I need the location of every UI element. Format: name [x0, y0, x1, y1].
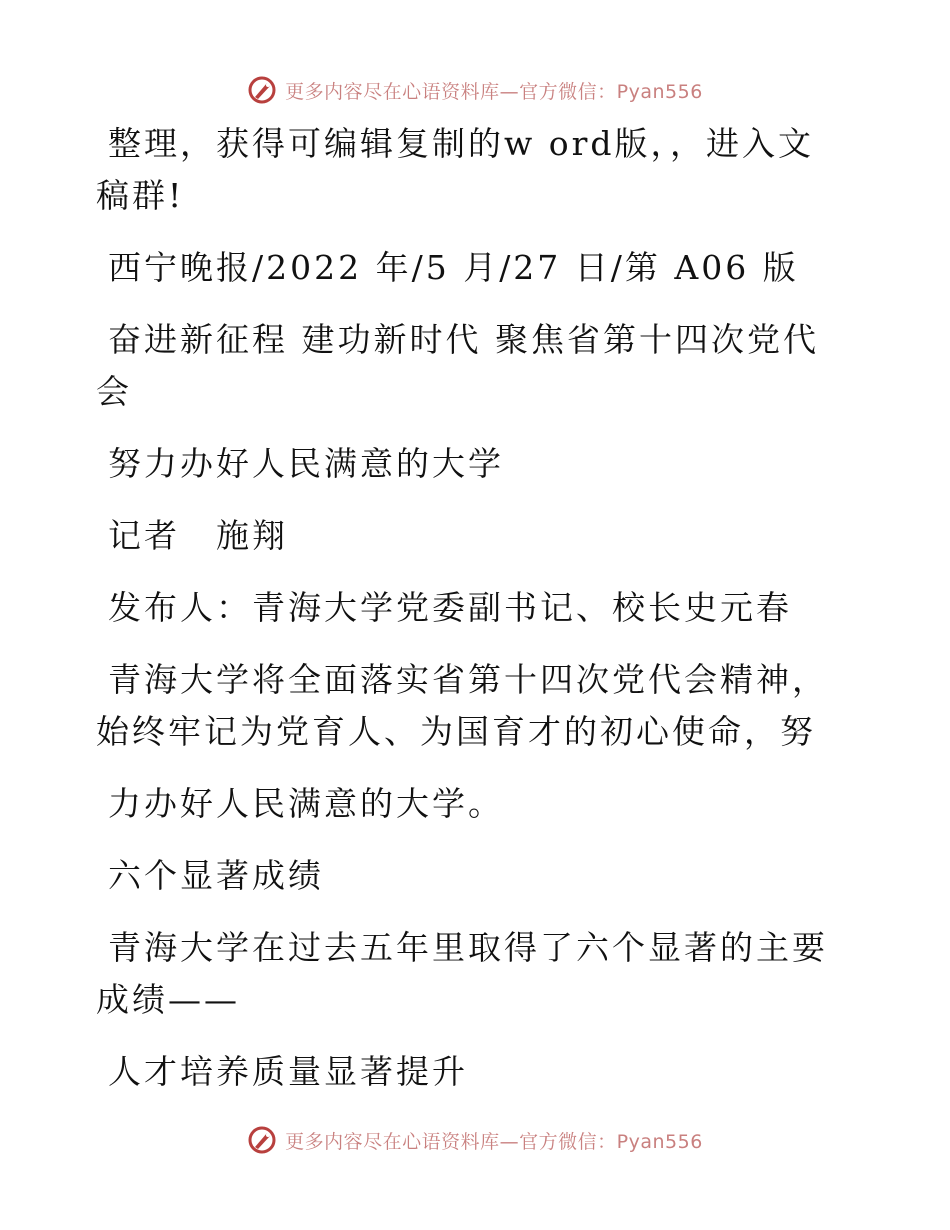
pen-logo-icon [247, 75, 277, 105]
section-heading: 六个显著成绩 [108, 856, 324, 895]
body-paragraph: 青海大学在过去五年里取得了六个显著的主要成绩—— [96, 928, 828, 1019]
article-title: 努力办好人民满意的大学 [108, 444, 504, 483]
subsection-heading: 人才培养质量显著提升 [108, 1052, 468, 1091]
publisher-line: 发布人：青海大学党委副书记、校长史元春 [108, 588, 792, 627]
pen-logo-icon [247, 1125, 277, 1155]
body-paragraph-continued: 力办好人民满意的大学。 [108, 784, 504, 823]
body-paragraph: 青海大学将全面落实省第十四次党代会精神，始终牢记为党育人、为国育才的初心使命，努 [96, 660, 828, 751]
source-line: 西宁晚报/2022 年/5 月/27 日/第 A06 版 [108, 248, 799, 287]
column-title: 奋进新征程 建功新时代 聚焦省第十四次党代会 [96, 320, 819, 411]
document-body [96, 118, 836, 1098]
watermark-text: 更多内容尽在心语资料库—官方微信：Pyan556 [285, 80, 703, 103]
watermark-footer [0, 1120, 950, 1160]
watermark-text: 更多内容尽在心语资料库—官方微信：Pyan556 [285, 1130, 703, 1153]
watermark-header [0, 70, 950, 110]
reporter-line: 记者 施翔 [108, 516, 288, 555]
intro-paragraph: 整理，获得可编辑复制的w ord版，，进入文稿群! [96, 124, 815, 215]
